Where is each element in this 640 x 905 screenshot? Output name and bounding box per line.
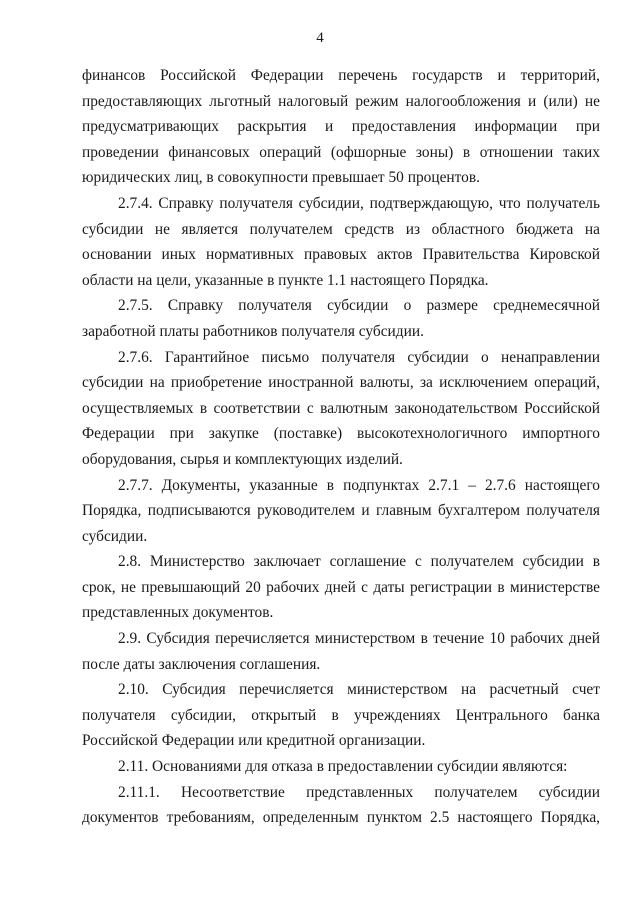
paragraph-2-7-6: 2.7.6. Гарантийное письмо получателя субсидии о ненаправлении субсидии на приобретение иностранной валюты, за исключением операций, осуществляемых в соответствии с валютным законодательством Российской Федерации при закупке (поставке) высокотехнологичного импортного оборудования, сырья и комплектующих изделий. (82, 348, 600, 468)
paragraph-2-8: 2.8. Министерство заключает соглашение с получателем субсидии в срок, не превышающий 20 рабочих дней с даты регистрации в министерстве представленных документов. (82, 553, 600, 622)
paragraph-2-11: 2.11. Основаниями для отказа в предоставлении субсидии являются: (118, 758, 568, 776)
paragraph-2-10: 2.10. Субсидия перечисляется министерством на расчетный счет получателя субсидии, открытый в учреждениях Центрального банка Российской Федерации или кредитной организации. (82, 681, 600, 750)
paragraph-2-7-4: 2.7.4. Справку получателя субсидии, подтверждающую, что получатель субсидии не является получателем средств из областного бюджета на основании иных нормативных правовых актов Правительства Кировской области на цели, указанные в пункте 1.1 настоящего Порядка. (82, 194, 600, 289)
paragraph-2-9: 2.9. Субсидия перечисляется министерством в течение 10 рабочих дней после даты заключения соглашения. (82, 630, 600, 673)
paragraph-2-7-5: 2.7.5. Справку получателя субсидии о размере среднемесячной заработной платы работников получателя субсидии. (82, 297, 600, 340)
page-number: 4 (316, 30, 324, 46)
paragraph-continuation: финансов Российской Федерации перечень государств и территорий, предоставляющих льготный налоговый режим налогообложения и (или) не предусматривающих раскрытия и предоставления информации при проведении финансовых операций (офшорные зоны) в отношении таких юридических лиц, в совокупности превышает 50 процентов. (82, 67, 600, 187)
paragraph-2-7-7: 2.7.7. Документы, указанные в подпунктах 2.7.1 – 2.7.6 настоящего Порядка, подписываются руководителем и главным бухгалтером получателя субсидии. (82, 476, 600, 545)
document-body (82, 63, 600, 831)
paragraph-2-11-1: 2.11.1. Несоответствие представленных получателем субсидии документов требованиям, определенным пунктом 2.5 настоящего Порядка, (82, 783, 600, 827)
